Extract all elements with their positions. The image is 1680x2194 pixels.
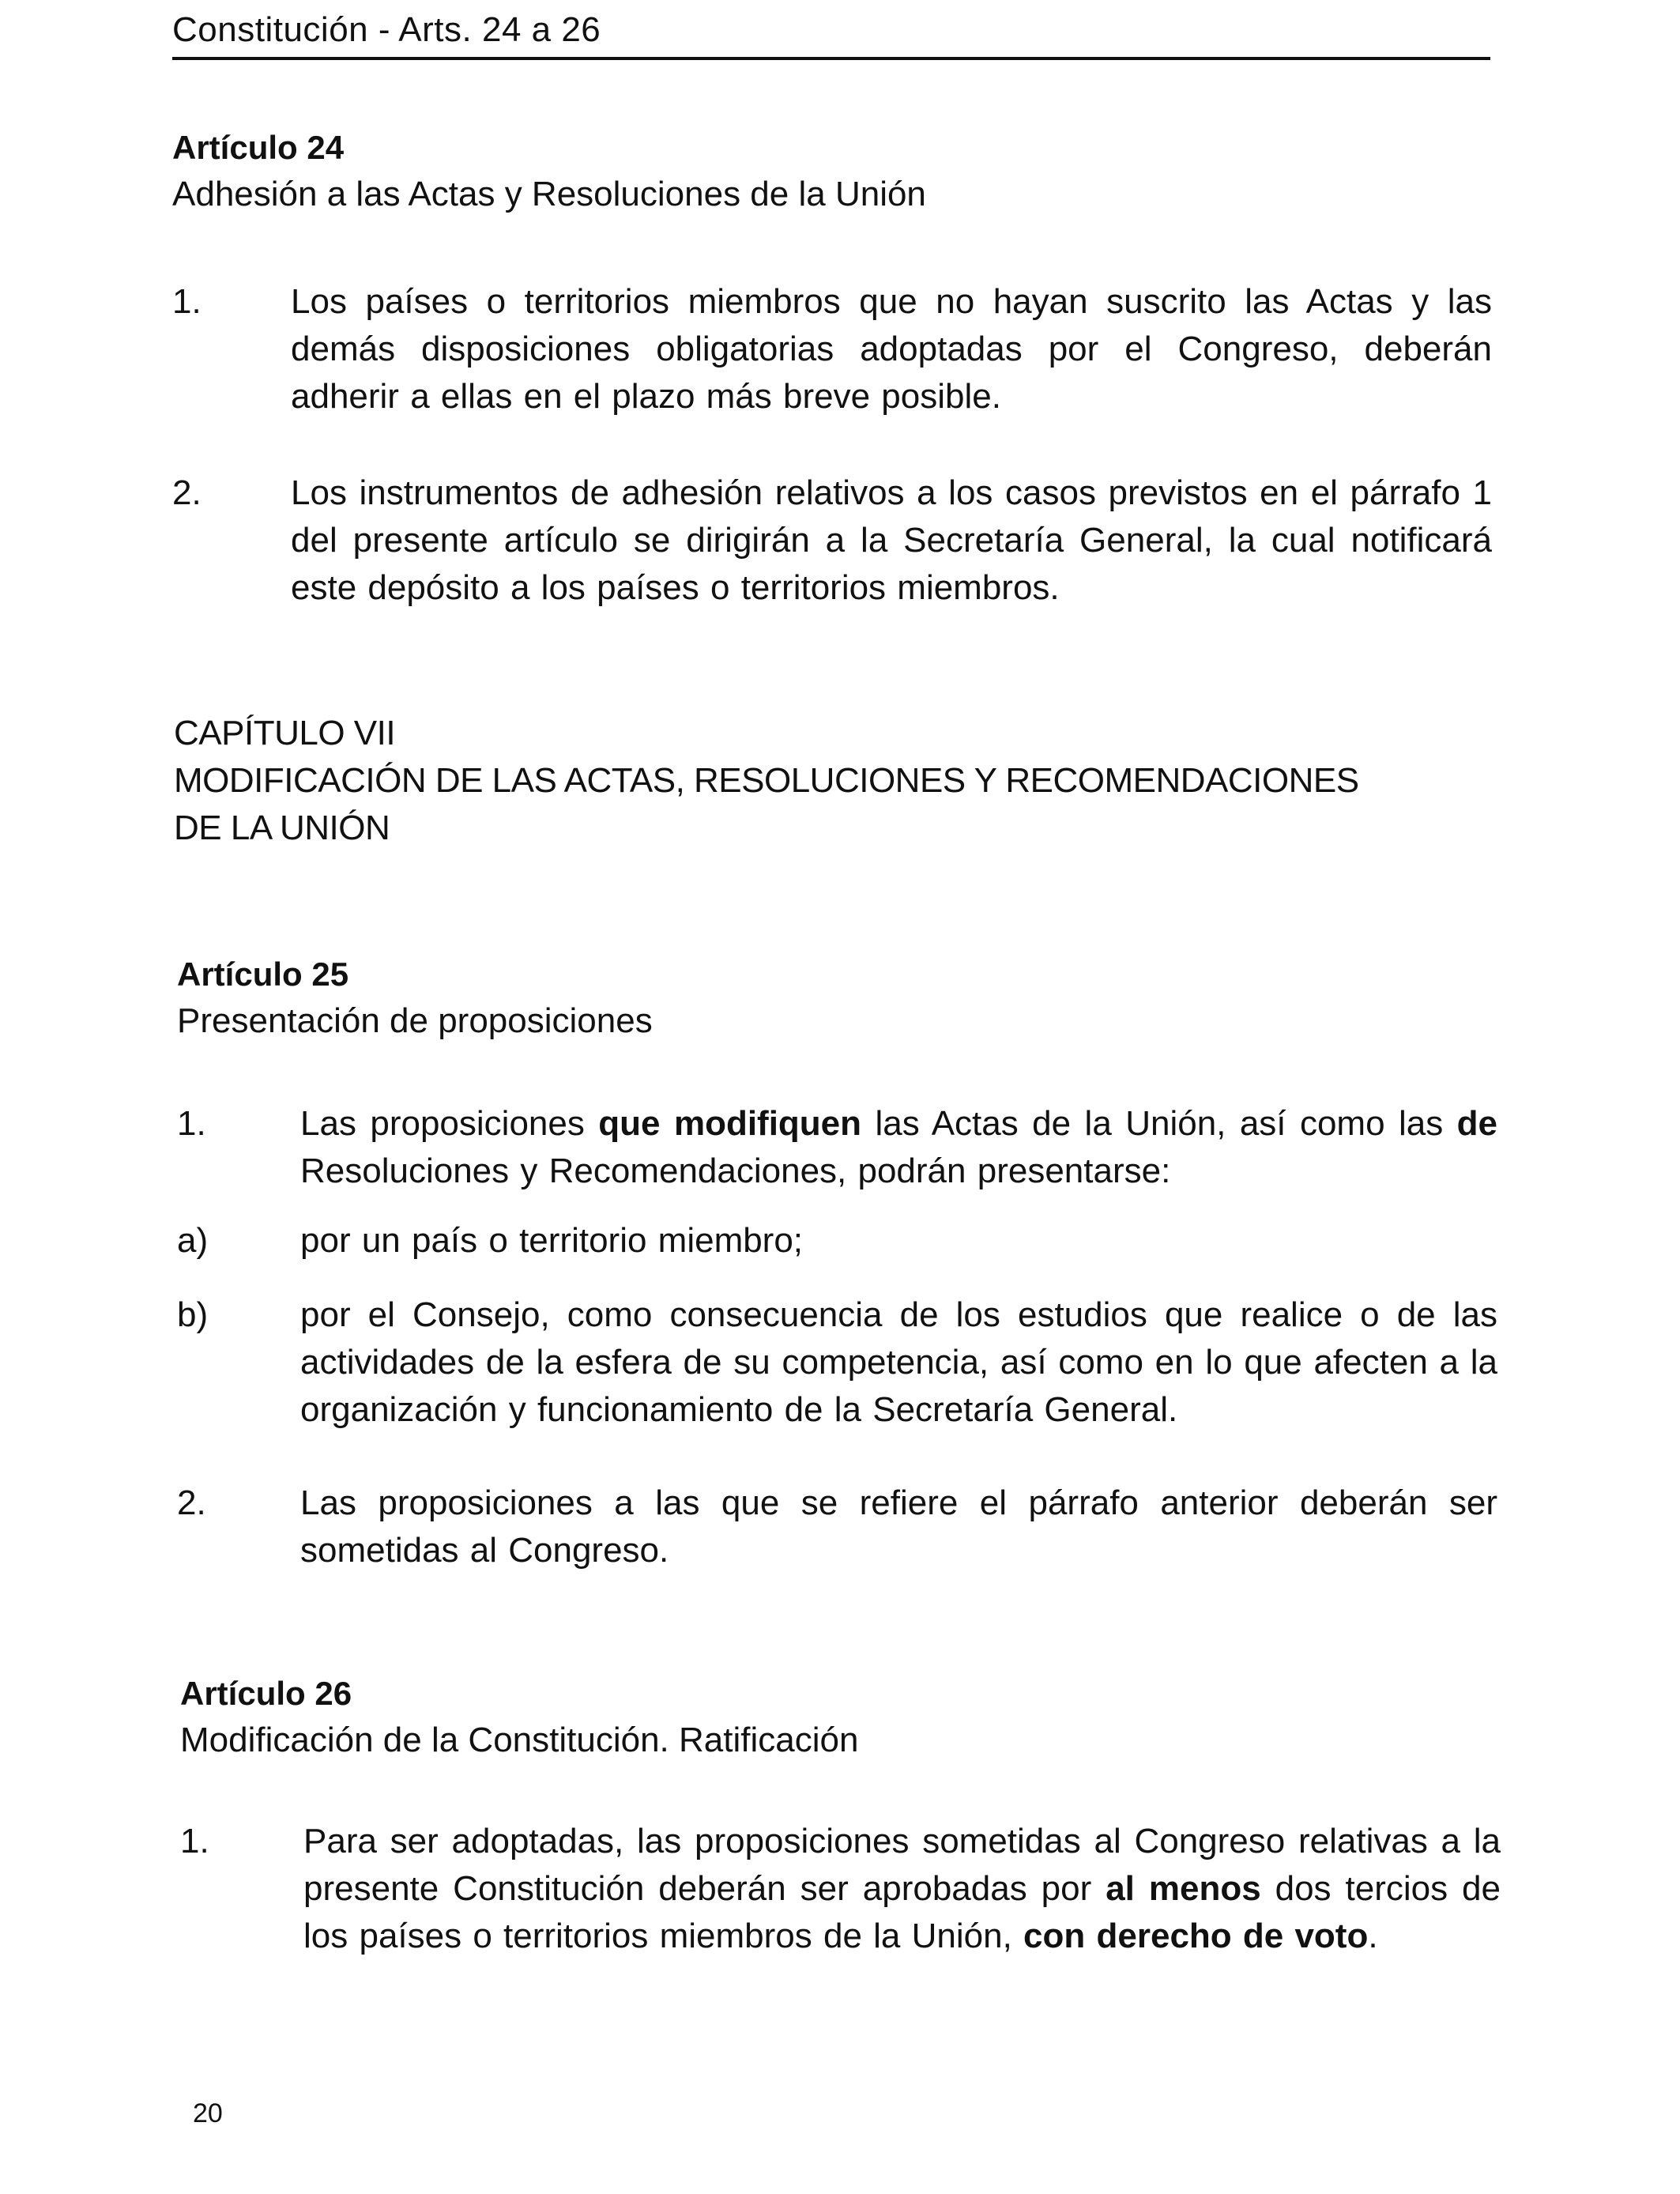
chapter-title-line-1: MODIFICACIÓN DE LAS ACTAS, RESOLUCIONES Y RECOMENDACIONES bbox=[174, 761, 1359, 800]
article-26-paragraph-1 bbox=[303, 1818, 1501, 1960]
article-subtitle: Adhesión a las Actas y Resoluciones de la Unión bbox=[172, 175, 926, 213]
article-subtitle: Presentación de proposiciones bbox=[177, 1001, 653, 1040]
text-run: Resoluciones y Recomendaciones, podrán presentarse: bbox=[300, 1152, 1171, 1190]
paragraph-number: 1. bbox=[172, 282, 202, 321]
paragraph-number: 1. bbox=[180, 1822, 209, 1860]
bold-text-run: de bbox=[1456, 1104, 1497, 1143]
text-run: dos tercios de los países o territorios miembros de la Unión, bbox=[303, 1869, 1501, 1955]
article-subtitle: Modificación de la Constitución. Ratificación bbox=[180, 1721, 859, 1759]
text-run: Para ser adoptadas, las proposiciones sometidas al Congreso relativas a la presente Constitución deberán ser aprobadas por bbox=[303, 1822, 1501, 1908]
item-letter: b) bbox=[177, 1295, 209, 1334]
chapter-label: CAPÍTULO VII bbox=[174, 714, 396, 752]
article-title: Artículo 26 bbox=[180, 1675, 352, 1712]
article-24-paragraph-2: Los instrumentos de adhesión relativos a los casos previstos en el párrafo 1 del presente artículo se dirigirán a la Secretaría General, la cual notificará este depósito a los países o territorios miembros. bbox=[291, 473, 1492, 607]
running-header: Constitución - Arts. 24 a 26 bbox=[172, 10, 601, 49]
text-run: las Actas de la Unión, así como las bbox=[861, 1104, 1457, 1143]
article-25-item-a: por un país o territorio miembro; bbox=[300, 1221, 804, 1260]
article-24-paragraph-1: Los países o territorios miembros que no hayan suscrito las Actas y las demás disposiciones obligatorias adoptadas por el Congreso, deberán adherir a ellas en el plazo más breve posible. bbox=[291, 282, 1492, 416]
article-24-heading bbox=[172, 125, 1508, 218]
bold-text-run: con derecho de voto bbox=[1023, 1917, 1369, 1955]
article-25-item-b: por el Consejo, como consecuencia de los estudios que realice o de las actividades de la esfera de su competencia, así como en lo que afecten a la organización y funcionamiento de la Secretaría General. bbox=[300, 1295, 1497, 1429]
bold-text-run: que modifiquen bbox=[598, 1104, 862, 1143]
article-title: Artículo 24 bbox=[172, 129, 345, 166]
bold-text-run: al menos bbox=[1106, 1869, 1261, 1908]
paragraph-number: 2. bbox=[177, 1483, 206, 1522]
article-26-heading bbox=[180, 1671, 1516, 1764]
chapter-heading bbox=[174, 710, 1517, 852]
page-number: 20 bbox=[193, 2098, 223, 2128]
paragraph-number: 1. bbox=[177, 1104, 206, 1143]
article-25-paragraph-1 bbox=[300, 1100, 1497, 1195]
text-run: Las proposiciones bbox=[300, 1104, 599, 1143]
article-25-paragraph-2: Las proposiciones a las que se refiere el párrafo anterior deberán ser sometidas al Congreso. bbox=[300, 1483, 1497, 1570]
header-rule bbox=[172, 57, 1490, 60]
text-run: . bbox=[1368, 1917, 1378, 1955]
article-25-heading bbox=[177, 952, 1512, 1045]
item-letter: a) bbox=[177, 1221, 209, 1260]
article-title: Artículo 25 bbox=[177, 956, 349, 993]
paragraph-number: 2. bbox=[172, 473, 202, 512]
chapter-title-line-2: DE LA UNIÓN bbox=[174, 809, 390, 847]
